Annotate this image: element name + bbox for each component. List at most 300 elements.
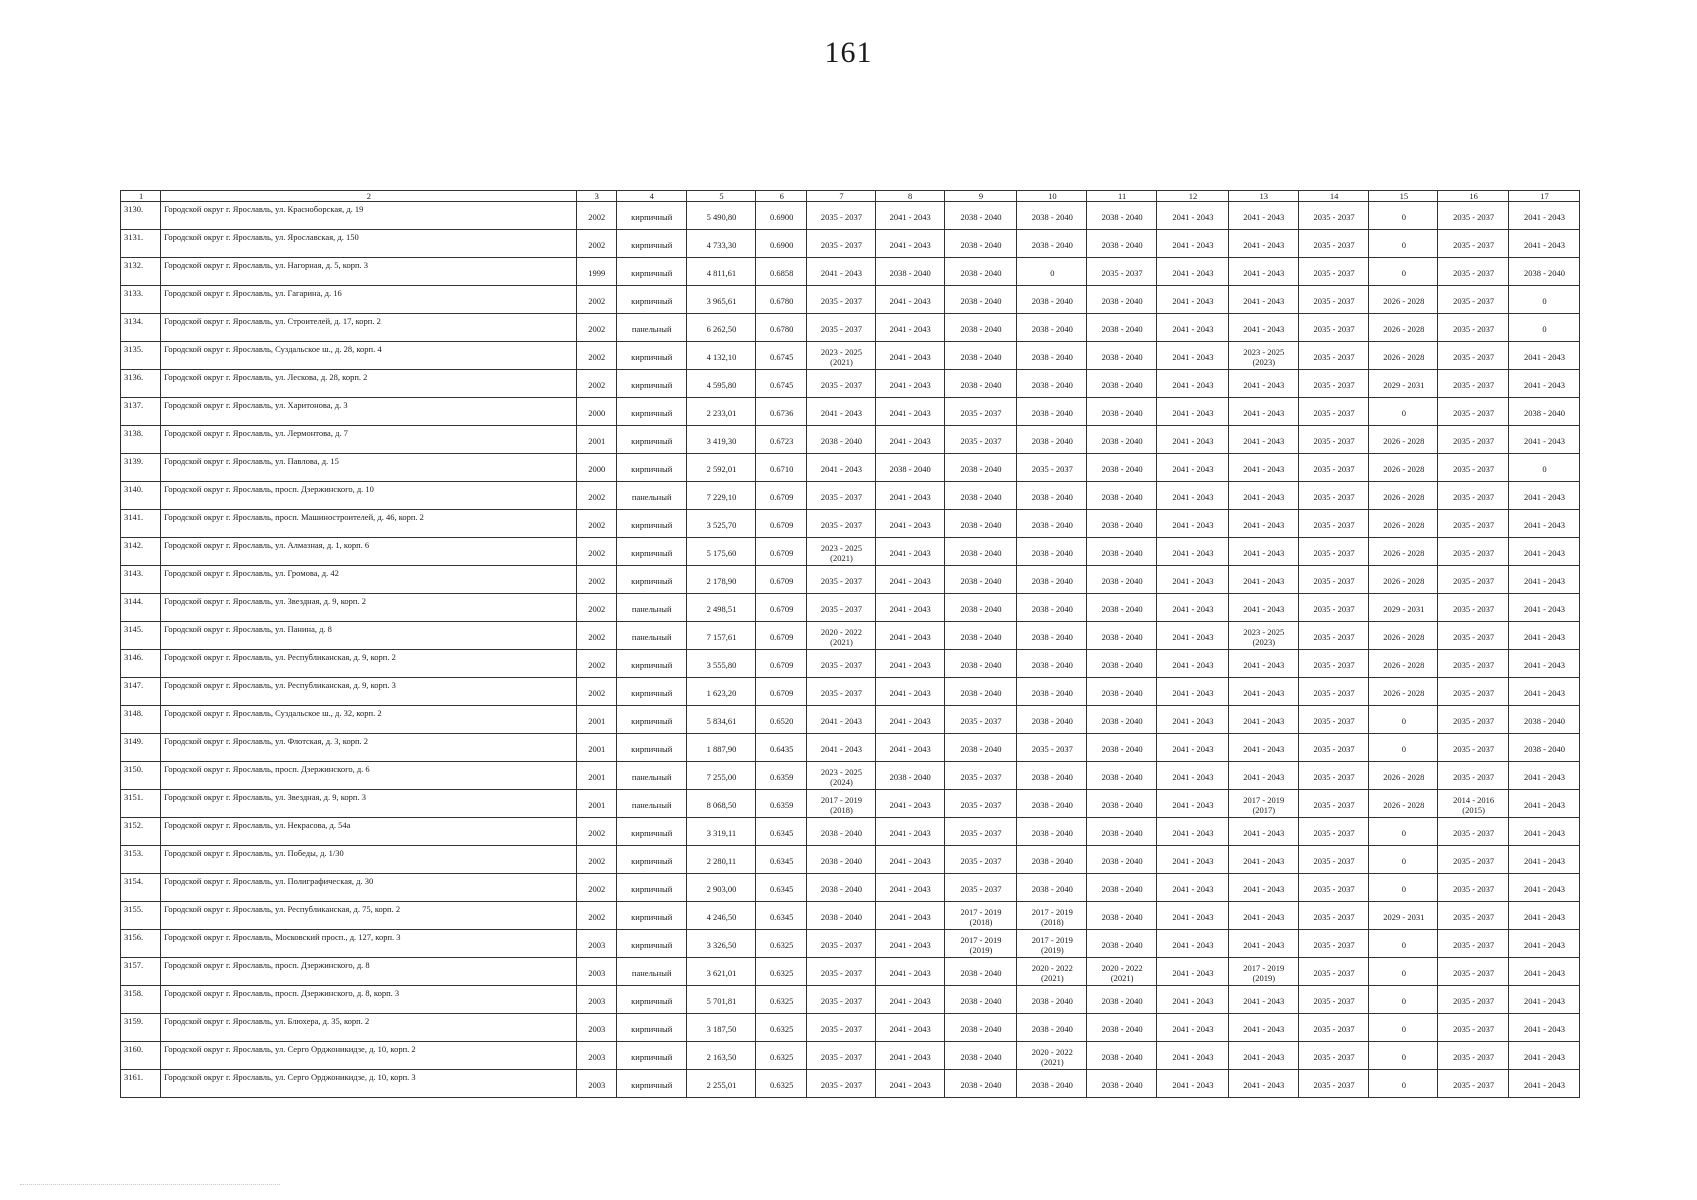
value-cell: 2002 xyxy=(576,846,616,874)
wall-material-cell: кирпичный xyxy=(616,678,686,706)
value-cell: 2038 - 2040 xyxy=(875,258,944,286)
column-header-7: 7 xyxy=(807,191,876,202)
wall-material-cell: кирпичный xyxy=(616,1042,686,1070)
value-cell: 2041 - 2043 xyxy=(1157,454,1229,482)
value-cell: 2035 - 2037 xyxy=(1438,902,1509,930)
value-cell: 2038 - 2040 xyxy=(944,202,1017,230)
value-cell: 2 178,90 xyxy=(686,566,756,594)
column-header-16: 16 xyxy=(1438,191,1509,202)
value-cell: 0.6325 xyxy=(756,1070,807,1098)
wall-material-cell: кирпичный xyxy=(616,902,686,930)
value-cell: 2035 - 2037 xyxy=(1438,258,1509,286)
value-cell: 4 733,30 xyxy=(686,230,756,258)
row-number: 3138. xyxy=(121,426,161,454)
address-cell: Городской округ г. Ярославль, просп. Дзержинского, д. 8 xyxy=(161,958,576,986)
value-cell xyxy=(1017,1042,1087,1070)
table-row xyxy=(121,678,1580,706)
value-cell: 2041 - 2043 xyxy=(1157,482,1229,510)
value-cell: 2038 - 2040 xyxy=(1087,650,1157,678)
value-cell: 2035 - 2037 xyxy=(807,650,876,678)
value-cell: 2041 - 2043 xyxy=(875,426,944,454)
value-cell: 0 xyxy=(1017,258,1087,286)
value-cell: 2038 - 2040 xyxy=(1017,370,1087,398)
value-cell: 3 525,70 xyxy=(686,510,756,538)
wall-material-cell: кирпичный xyxy=(616,370,686,398)
value-cell: 2035 - 2037 xyxy=(1438,594,1509,622)
table-header xyxy=(121,191,1580,202)
value-cell: 3 419,30 xyxy=(686,426,756,454)
address-cell: Городской округ г. Ярославль, ул. Алмазная, д. 1, корп. 6 xyxy=(161,538,576,566)
value-cell: 2003 xyxy=(576,1070,616,1098)
value-cell: 2041 - 2043 xyxy=(875,622,944,650)
value-cell: 2002 xyxy=(576,874,616,902)
table-row xyxy=(121,258,1580,286)
value-cell: 0.6780 xyxy=(756,314,807,342)
table-row xyxy=(121,342,1580,370)
table-row xyxy=(121,930,1580,958)
value-cell: 2035 - 2037 xyxy=(1438,538,1509,566)
value-cell: 2002 xyxy=(576,286,616,314)
value-cell: 0.6345 xyxy=(756,874,807,902)
value-cell: 2041 - 2043 xyxy=(1509,342,1580,370)
value-cell xyxy=(1087,958,1157,986)
address-cell: Городской округ г. Ярославль, ул. Республиканская, д. 75, корп. 2 xyxy=(161,902,576,930)
row-number: 3132. xyxy=(121,258,161,286)
address-cell: Городской округ г. Ярославль, ул. Серго Орджоникидзе, д. 10, корп. 2 xyxy=(161,1042,576,1070)
wall-material-cell: панельный xyxy=(616,622,686,650)
value-cell: 2041 - 2043 xyxy=(1509,202,1580,230)
wall-material-cell: кирпичный xyxy=(616,258,686,286)
address-cell: Городской округ г. Ярославль, ул. Гагарина, д. 16 xyxy=(161,286,576,314)
value-cell: 2041 - 2043 xyxy=(1157,1070,1229,1098)
row-number: 3149. xyxy=(121,734,161,762)
value-cell: 0.6709 xyxy=(756,650,807,678)
value-cell: 2026 - 2028 xyxy=(1369,538,1438,566)
value-cell: 0.6709 xyxy=(756,482,807,510)
value-cell: 2001 xyxy=(576,706,616,734)
table-row xyxy=(121,1042,1580,1070)
value-cell: 2041 - 2043 xyxy=(1228,454,1298,482)
value-cell: 2041 - 2043 xyxy=(875,510,944,538)
value-cell: 2038 - 2040 xyxy=(1087,230,1157,258)
table-row xyxy=(121,1014,1580,1042)
value-cell: 5 701,81 xyxy=(686,986,756,1014)
value-cell xyxy=(807,342,876,370)
period-note: (2018) xyxy=(1041,916,1064,927)
value-cell: 0.6745 xyxy=(756,370,807,398)
address-cell: Городской округ г. Ярославль, ул. Республиканская, д. 9, корп. 3 xyxy=(161,678,576,706)
value-cell: 0 xyxy=(1369,706,1438,734)
value-cell: 2002 xyxy=(576,678,616,706)
period-note: (2023) xyxy=(1252,356,1276,367)
value-cell: 2035 - 2037 xyxy=(1298,846,1369,874)
value-cell: 2035 - 2037 xyxy=(1298,342,1369,370)
value-cell xyxy=(807,538,876,566)
value-cell: 2035 - 2037 xyxy=(1298,678,1369,706)
period-note: (2021) xyxy=(830,636,853,647)
column-header-12: 12 xyxy=(1157,191,1229,202)
value-cell: 2041 - 2043 xyxy=(1509,1070,1580,1098)
row-number: 3152. xyxy=(121,818,161,846)
value-cell: 2002 xyxy=(576,342,616,370)
value-cell: 2041 - 2043 xyxy=(1228,1070,1298,1098)
value-cell: 2041 - 2043 xyxy=(1509,986,1580,1014)
value-cell: 2041 - 2043 xyxy=(1228,762,1298,790)
value-cell: 2041 - 2043 xyxy=(1228,902,1298,930)
value-cell: 2035 - 2037 xyxy=(1298,454,1369,482)
address-cell: Городской округ г. Ярославль, ул. Победы, д. 1/30 xyxy=(161,846,576,874)
value-cell: 2038 - 2040 xyxy=(1509,398,1580,426)
value-cell: 2041 - 2043 xyxy=(1157,258,1229,286)
value-cell: 2038 - 2040 xyxy=(1087,538,1157,566)
value-cell: 2035 - 2037 xyxy=(807,314,876,342)
value-cell: 2035 - 2037 xyxy=(1438,510,1509,538)
value-cell: 0.6325 xyxy=(756,1014,807,1042)
row-number: 3147. xyxy=(121,678,161,706)
value-cell: 2041 - 2043 xyxy=(875,566,944,594)
value-cell: 2038 - 2040 xyxy=(1017,762,1087,790)
value-cell: 2041 - 2043 xyxy=(1157,202,1229,230)
value-cell: 2035 - 2037 xyxy=(1298,538,1369,566)
value-cell: 2035 - 2037 xyxy=(1438,230,1509,258)
table-row xyxy=(121,762,1580,790)
value-cell: 2041 - 2043 xyxy=(875,594,944,622)
value-cell: 2041 - 2043 xyxy=(807,398,876,426)
row-number: 3140. xyxy=(121,482,161,510)
value-cell: 2038 - 2040 xyxy=(1087,1070,1157,1098)
value-cell: 2038 - 2040 xyxy=(1087,426,1157,454)
value-cell: 2038 - 2040 xyxy=(807,846,876,874)
value-cell: 2041 - 2043 xyxy=(1228,818,1298,846)
value-cell: 2026 - 2028 xyxy=(1369,678,1438,706)
value-cell: 2026 - 2028 xyxy=(1369,790,1438,818)
wall-material-cell: кирпичный xyxy=(616,538,686,566)
value-cell: 2035 - 2037 xyxy=(1438,426,1509,454)
value-cell: 2002 xyxy=(576,370,616,398)
value-cell: 2038 - 2040 xyxy=(1017,650,1087,678)
value-cell: 2035 - 2037 xyxy=(1298,1042,1369,1070)
row-number: 3160. xyxy=(121,1042,161,1070)
value-cell: 1 623,20 xyxy=(686,678,756,706)
value-cell: 0 xyxy=(1369,846,1438,874)
value-cell: 2035 - 2037 xyxy=(807,230,876,258)
value-cell: 2035 - 2037 xyxy=(1298,370,1369,398)
value-cell: 2038 - 2040 xyxy=(944,454,1017,482)
value-cell: 2038 - 2040 xyxy=(1087,930,1157,958)
value-cell: 2041 - 2043 xyxy=(1228,370,1298,398)
value-cell: 0 xyxy=(1369,230,1438,258)
value-cell: 2038 - 2040 xyxy=(1087,482,1157,510)
value-cell: 2038 - 2040 xyxy=(944,566,1017,594)
value-cell: 0.6858 xyxy=(756,258,807,286)
value-cell: 2041 - 2043 xyxy=(1228,286,1298,314)
value-cell: 2035 - 2037 xyxy=(1298,594,1369,622)
value-cell: 2001 xyxy=(576,790,616,818)
value-cell: 2038 - 2040 xyxy=(944,1042,1017,1070)
value-cell xyxy=(807,790,876,818)
value-cell: 2038 - 2040 xyxy=(944,734,1017,762)
value-cell: 2041 - 2043 xyxy=(875,874,944,902)
value-cell: 2041 - 2043 xyxy=(1509,930,1580,958)
value-cell: 2038 - 2040 xyxy=(1087,734,1157,762)
value-cell: 0 xyxy=(1369,398,1438,426)
value-cell: 2038 - 2040 xyxy=(1087,986,1157,1014)
value-cell: 2041 - 2043 xyxy=(1157,1014,1229,1042)
table-row xyxy=(121,454,1580,482)
value-cell: 0.6345 xyxy=(756,818,807,846)
value-cell: 2026 - 2028 xyxy=(1369,566,1438,594)
value-cell xyxy=(1228,622,1298,650)
address-cell: Городской округ г. Ярославль, ул. Харитонова, д. 3 xyxy=(161,398,576,426)
row-number: 3158. xyxy=(121,986,161,1014)
value-cell: 2038 - 2040 xyxy=(1087,846,1157,874)
value-cell: 2038 - 2040 xyxy=(1017,594,1087,622)
wall-material-cell: кирпичный xyxy=(616,734,686,762)
row-number: 3139. xyxy=(121,454,161,482)
value-cell: 0.6709 xyxy=(756,566,807,594)
period-note: (2021) xyxy=(830,356,853,367)
value-cell: 2038 - 2040 xyxy=(1509,706,1580,734)
value-cell: 2 163,50 xyxy=(686,1042,756,1070)
value-cell: 2002 xyxy=(576,314,616,342)
address-cell: Городской округ г. Ярославль, ул. Нагорная, д. 5, корп. 3 xyxy=(161,258,576,286)
value-cell: 2038 - 2040 xyxy=(1017,426,1087,454)
value-cell: 0.6435 xyxy=(756,734,807,762)
table-row xyxy=(121,1070,1580,1098)
value-cell: 2041 - 2043 xyxy=(1157,650,1229,678)
value-cell: 0 xyxy=(1369,734,1438,762)
value-cell: 2003 xyxy=(576,1014,616,1042)
period-range: 2023 - 2025 xyxy=(820,766,862,777)
value-cell: 2003 xyxy=(576,1042,616,1070)
value-cell: 0.6780 xyxy=(756,286,807,314)
value-cell: 2038 - 2040 xyxy=(1017,342,1087,370)
value-cell: 2041 - 2043 xyxy=(1228,930,1298,958)
row-number: 3135. xyxy=(121,342,161,370)
value-cell: 2041 - 2043 xyxy=(1228,986,1298,1014)
wall-material-cell: кирпичный xyxy=(616,510,686,538)
value-cell: 2035 - 2037 xyxy=(1298,734,1369,762)
value-cell: 0.6345 xyxy=(756,902,807,930)
value-cell: 2041 - 2043 xyxy=(1157,790,1229,818)
row-number: 3157. xyxy=(121,958,161,986)
value-cell: 2026 - 2028 xyxy=(1369,286,1438,314)
value-cell: 2035 - 2037 xyxy=(1298,706,1369,734)
value-cell: 2038 - 2040 xyxy=(944,594,1017,622)
value-cell: 2038 - 2040 xyxy=(1087,622,1157,650)
value-cell: 2038 - 2040 xyxy=(1017,622,1087,650)
row-number: 3148. xyxy=(121,706,161,734)
value-cell: 2038 - 2040 xyxy=(1087,202,1157,230)
value-cell: 7 255,00 xyxy=(686,762,756,790)
wall-material-cell: кирпичный xyxy=(616,426,686,454)
period-range: 2017 - 2019 xyxy=(1031,934,1073,945)
value-cell xyxy=(1438,790,1509,818)
value-cell: 2041 - 2043 xyxy=(875,902,944,930)
column-header-9: 9 xyxy=(944,191,1017,202)
period-note: (2021) xyxy=(1041,1056,1064,1067)
value-cell: 1999 xyxy=(576,258,616,286)
value-cell: 0.6345 xyxy=(756,846,807,874)
value-cell: 2041 - 2043 xyxy=(807,454,876,482)
wall-material-cell: кирпичный xyxy=(616,454,686,482)
value-cell: 2038 - 2040 xyxy=(807,902,876,930)
value-cell: 2026 - 2028 xyxy=(1369,650,1438,678)
value-cell: 2041 - 2043 xyxy=(1228,258,1298,286)
address-cell: Городской округ г. Ярославль, ул. Звездная, д. 9, корп. 3 xyxy=(161,790,576,818)
value-cell: 2 592,01 xyxy=(686,454,756,482)
value-cell: 3 326,50 xyxy=(686,930,756,958)
period-note: (2019) xyxy=(969,944,993,955)
value-cell: 2041 - 2043 xyxy=(1228,510,1298,538)
value-cell: 0 xyxy=(1509,454,1580,482)
value-cell: 0.6900 xyxy=(756,230,807,258)
value-cell: 2041 - 2043 xyxy=(1509,902,1580,930)
value-cell: 2041 - 2043 xyxy=(1228,538,1298,566)
column-header-15: 15 xyxy=(1369,191,1438,202)
value-cell: 2041 - 2043 xyxy=(1509,370,1580,398)
value-cell: 2041 - 2043 xyxy=(1157,762,1229,790)
value-cell: 2038 - 2040 xyxy=(807,818,876,846)
value-cell: 2041 - 2043 xyxy=(1157,1042,1229,1070)
value-cell: 2035 - 2037 xyxy=(1087,258,1157,286)
value-cell: 2038 - 2040 xyxy=(1087,762,1157,790)
value-cell: 2041 - 2043 xyxy=(1157,230,1229,258)
value-cell: 2038 - 2040 xyxy=(1087,454,1157,482)
value-cell: 2041 - 2043 xyxy=(1509,874,1580,902)
value-cell: 2035 - 2037 xyxy=(1438,454,1509,482)
value-cell xyxy=(807,622,876,650)
wall-material-cell: кирпичный xyxy=(616,846,686,874)
value-cell: 2035 - 2037 xyxy=(807,510,876,538)
period-range: 2023 - 2025 xyxy=(1243,626,1285,637)
address-cell: Городской округ г. Ярославль, Московский просп., д. 127, корп. 3 xyxy=(161,930,576,958)
value-cell: 2035 - 2037 xyxy=(1438,342,1509,370)
value-cell: 2035 - 2037 xyxy=(1298,398,1369,426)
wall-material-cell: кирпичный xyxy=(616,930,686,958)
value-cell: 2035 - 2037 xyxy=(1298,958,1369,986)
value-cell: 2035 - 2037 xyxy=(1298,314,1369,342)
column-header-6: 6 xyxy=(756,191,807,202)
column-header-2: 2 xyxy=(161,191,576,202)
value-cell: 2035 - 2037 xyxy=(1438,846,1509,874)
value-cell: 2038 - 2040 xyxy=(944,370,1017,398)
value-cell: 2041 - 2043 xyxy=(1228,874,1298,902)
value-cell: 2035 - 2037 xyxy=(1438,818,1509,846)
value-cell: 2041 - 2043 xyxy=(1228,230,1298,258)
table-row xyxy=(121,230,1580,258)
wall-material-cell: кирпичный xyxy=(616,202,686,230)
table-row xyxy=(121,790,1580,818)
value-cell: 2035 - 2037 xyxy=(807,1070,876,1098)
value-cell: 2035 - 2037 xyxy=(1298,930,1369,958)
value-cell: 2026 - 2028 xyxy=(1369,622,1438,650)
value-cell: 2035 - 2037 xyxy=(1017,454,1087,482)
period-note: (2018) xyxy=(830,804,853,815)
value-cell: 2 280,11 xyxy=(686,846,756,874)
value-cell: 2041 - 2043 xyxy=(1509,1014,1580,1042)
table-row xyxy=(121,818,1580,846)
value-cell: 2035 - 2037 xyxy=(1438,734,1509,762)
wall-material-cell: кирпичный xyxy=(616,650,686,678)
value-cell: 2041 - 2043 xyxy=(1228,426,1298,454)
value-cell: 8 068,50 xyxy=(686,790,756,818)
value-cell: 2041 - 2043 xyxy=(1157,930,1229,958)
value-cell: 2035 - 2037 xyxy=(1438,1014,1509,1042)
period-note: (2018) xyxy=(969,916,993,927)
column-header-14: 14 xyxy=(1298,191,1369,202)
value-cell: 2 233,01 xyxy=(686,398,756,426)
value-cell: 2035 - 2037 xyxy=(1298,286,1369,314)
value-cell: 2041 - 2043 xyxy=(1228,202,1298,230)
period-range: 2023 - 2025 xyxy=(820,346,862,357)
period-range: 2020 - 2022 xyxy=(1031,1046,1073,1057)
period-note: (2021) xyxy=(1110,972,1134,983)
address-cell: Городской округ г. Ярославль, ул. Блюхера, д. 35, корп. 2 xyxy=(161,1014,576,1042)
address-cell: Городской округ г. Ярославль, ул. Ярославская, д. 150 xyxy=(161,230,576,258)
value-cell: 2035 - 2037 xyxy=(1438,622,1509,650)
value-cell: 2038 - 2040 xyxy=(944,286,1017,314)
value-cell: 2041 - 2043 xyxy=(1157,678,1229,706)
row-number: 3161. xyxy=(121,1070,161,1098)
value-cell: 2035 - 2037 xyxy=(1438,314,1509,342)
value-cell: 2038 - 2040 xyxy=(944,1014,1017,1042)
value-cell: 2035 - 2037 xyxy=(1438,398,1509,426)
value-cell: 2038 - 2040 xyxy=(944,230,1017,258)
table-body xyxy=(121,202,1580,1098)
value-cell: 0 xyxy=(1369,1014,1438,1042)
value-cell: 0.6709 xyxy=(756,678,807,706)
column-header-5: 5 xyxy=(686,191,756,202)
value-cell: 2029 - 2031 xyxy=(1369,902,1438,930)
column-header-13: 13 xyxy=(1228,191,1298,202)
table-row xyxy=(121,482,1580,510)
address-cell: Городской округ г. Ярославль, просп. Дзержинского, д. 10 xyxy=(161,482,576,510)
value-cell: 2041 - 2043 xyxy=(875,986,944,1014)
wall-material-cell: кирпичный xyxy=(616,706,686,734)
column-header-1: 1 xyxy=(121,191,161,202)
period-note: (2021) xyxy=(1041,972,1064,983)
value-cell: 2038 - 2040 xyxy=(944,538,1017,566)
value-cell: 0.6900 xyxy=(756,202,807,230)
value-cell: 0 xyxy=(1369,818,1438,846)
value-cell: 2 903,00 xyxy=(686,874,756,902)
value-cell: 2001 xyxy=(576,426,616,454)
table-row xyxy=(121,566,1580,594)
value-cell: 2029 - 2031 xyxy=(1369,594,1438,622)
value-cell: 2003 xyxy=(576,986,616,1014)
value-cell: 2038 - 2040 xyxy=(1087,818,1157,846)
value-cell: 2002 xyxy=(576,650,616,678)
value-cell: 2038 - 2040 xyxy=(944,678,1017,706)
value-cell xyxy=(1228,790,1298,818)
value-cell: 2035 - 2037 xyxy=(1298,566,1369,594)
address-cell: Городской округ г. Ярославль, ул. Звездная, д. 9, корп. 2 xyxy=(161,594,576,622)
period-range: 2017 - 2019 xyxy=(1243,962,1285,973)
row-number: 3134. xyxy=(121,314,161,342)
value-cell: 2041 - 2043 xyxy=(1509,846,1580,874)
value-cell: 2041 - 2043 xyxy=(1509,594,1580,622)
table-row xyxy=(121,986,1580,1014)
value-cell: 2038 - 2040 xyxy=(1087,594,1157,622)
value-cell: 2035 - 2037 xyxy=(1298,482,1369,510)
value-cell: 2038 - 2040 xyxy=(1017,874,1087,902)
wall-material-cell: панельный xyxy=(616,762,686,790)
value-cell: 2035 - 2037 xyxy=(1298,258,1369,286)
wall-material-cell: кирпичный xyxy=(616,286,686,314)
value-cell: 2038 - 2040 xyxy=(944,650,1017,678)
value-cell: 2035 - 2037 xyxy=(944,398,1017,426)
